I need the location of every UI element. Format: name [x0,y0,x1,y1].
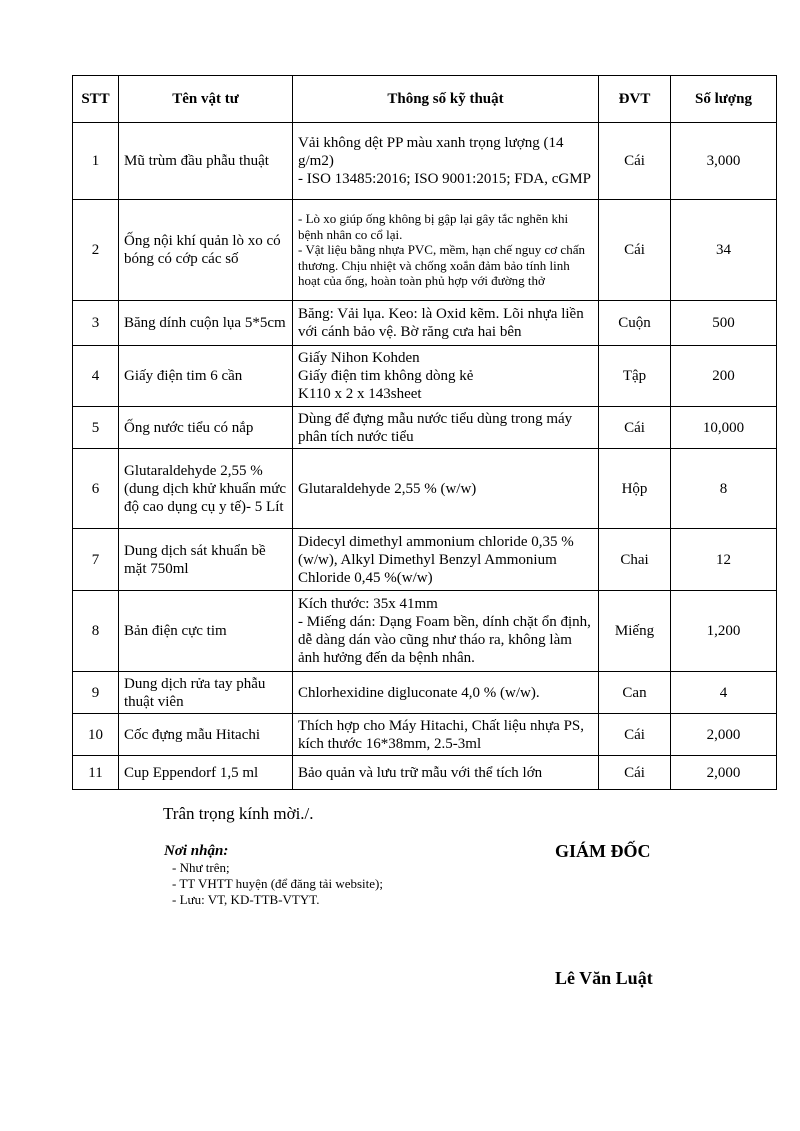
cell-stt: 2 [73,200,119,301]
cell-stt: 8 [73,591,119,672]
cell-unit: Hộp [599,449,671,529]
cell-name: Bản điện cực tim [119,591,293,672]
closing-line: Trân trọng kính mời./. [163,804,314,823]
cell-spec: Chlorhexidine digluconate 4,0 % (w/w). [293,672,599,714]
cell-qty: 12 [671,529,777,591]
table-row [73,714,777,756]
table-row [73,756,777,790]
header-qty: Số lượng [671,76,777,123]
cell-qty: 500 [671,301,777,346]
cell-name: Băng dính cuộn lụa 5*5cm [119,301,293,346]
cell-qty: 3,000 [671,123,777,200]
cell-spec: Bảo quản và lưu trữ mẫu với thể tích lớn [293,756,599,790]
cell-qty: 1,200 [671,591,777,672]
cell-spec: Kích thước: 35x 41mm - Miếng dán: Dạng Foam bền, dính chặt ổn định, dễ dàng dán vào cũng như tháo ra, không làm ảnh hưởng đến da bệnh nhân. [293,591,599,672]
header-name: Tên vật tư [119,76,293,123]
cell-unit: Chai [599,529,671,591]
table-row [73,346,777,407]
table-row [73,200,777,301]
cell-stt: 9 [73,672,119,714]
signature-title: GIÁM ĐỐC [555,841,651,861]
cell-stt: 11 [73,756,119,790]
recipient-item: - Như trên; [172,860,230,875]
cell-qty: 10,000 [671,407,777,449]
table-row [73,591,777,672]
cell-qty: 34 [671,200,777,301]
cell-unit: Cái [599,200,671,301]
cell-spec: Giấy Nihon Kohden Giấy điện tim không dòng kẻ K110 x 2 x 143sheet [293,346,599,407]
cell-name: Ống nước tiểu có nắp [119,407,293,449]
cell-name: Mũ trùm đầu phẫu thuật [119,123,293,200]
recipient-item: - TT VHTT huyện (để đăng tải website); [172,876,383,891]
cell-name: Cup Eppendorf 1,5 ml [119,756,293,790]
cell-name: Giấy điện tim 6 cần [119,346,293,407]
cell-stt: 5 [73,407,119,449]
header-unit: ĐVT [599,76,671,123]
cell-name: Cốc đựng mẫu Hitachi [119,714,293,756]
cell-spec: Băng: Vải lụa. Keo: là Oxid kẽm. Lõi nhựa liền với cánh bảo vệ. Bờ răng cưa hai bên [293,301,599,346]
cell-qty: 2,000 [671,756,777,790]
recipient-item: - Lưu: VT, KD-TTB-VTYT. [172,892,320,907]
header-stt: STT [73,76,119,123]
cell-spec: Dùng để đựng mẫu nước tiểu dùng trong máy phân tích nước tiểu [293,407,599,449]
recipients-list [172,860,383,908]
cell-spec: Glutaraldehyde 2,55 % (w/w) [293,449,599,529]
cell-spec: - Lò xo giúp ống không bị gập lại gây tắc nghẽn khi bệnh nhân co cổ lại. - Vật liệu bằng nhựa PVC, mềm, hạn chế nguy cơ chấn thương. Chịu nhiệt và chống xoắn đảm bảo tính linh hoạt của ống, hoàn toàn phủ hợp với đường thở [293,200,599,301]
table-row [73,407,777,449]
cell-name: Dung dịch sát khuẩn bề mặt 750ml [119,529,293,591]
cell-stt: 7 [73,529,119,591]
cell-name: Dung dịch rửa tay phẫu thuật viên [119,672,293,714]
cell-unit: Cái [599,407,671,449]
cell-qty: 8 [671,449,777,529]
cell-qty: 200 [671,346,777,407]
cell-stt: 6 [73,449,119,529]
table-row [73,301,777,346]
header-spec: Thông số kỹ thuật [293,76,599,123]
cell-qty: 4 [671,672,777,714]
cell-unit: Miếng [599,591,671,672]
supplies-table [72,75,777,790]
cell-stt: 4 [73,346,119,407]
table-row [73,123,777,200]
table-row [73,449,777,529]
table-row [73,672,777,714]
cell-unit: Can [599,672,671,714]
cell-spec: Didecyl dimethyl ammonium chloride 0,35 %(w/w), Alkyl Dimethyl Benzyl Ammonium Chloride 0,45 %(w/w) [293,529,599,591]
recipients-title: Nơi nhận: [164,843,229,859]
cell-unit: Tập [599,346,671,407]
table-header-row [73,76,777,123]
cell-stt: 1 [73,123,119,200]
cell-name: Ống nội khí quản lò xo có bóng có cớp các số [119,200,293,301]
cell-name: Glutaraldehyde 2,55 % (dung dịch khử khuẩn mức độ cao dụng cụ y tế)- 5 Lít [119,449,293,529]
table-row [73,529,777,591]
cell-unit: Cái [599,123,671,200]
cell-unit: Cái [599,756,671,790]
cell-spec: Vải không dệt PP màu xanh trọng lượng (14 g/m2) - ISO 13485:2016; ISO 9001:2015; FDA, cGMP [293,123,599,200]
signer-name: Lê Văn Luật [555,968,653,988]
cell-spec: Thích hợp cho Máy Hitachi, Chất liệu nhựa PS, kích thước 16*38mm, 2.5-3ml [293,714,599,756]
cell-stt: 3 [73,301,119,346]
cell-unit: Cuộn [599,301,671,346]
cell-stt: 10 [73,714,119,756]
cell-unit: Cái [599,714,671,756]
cell-qty: 2,000 [671,714,777,756]
